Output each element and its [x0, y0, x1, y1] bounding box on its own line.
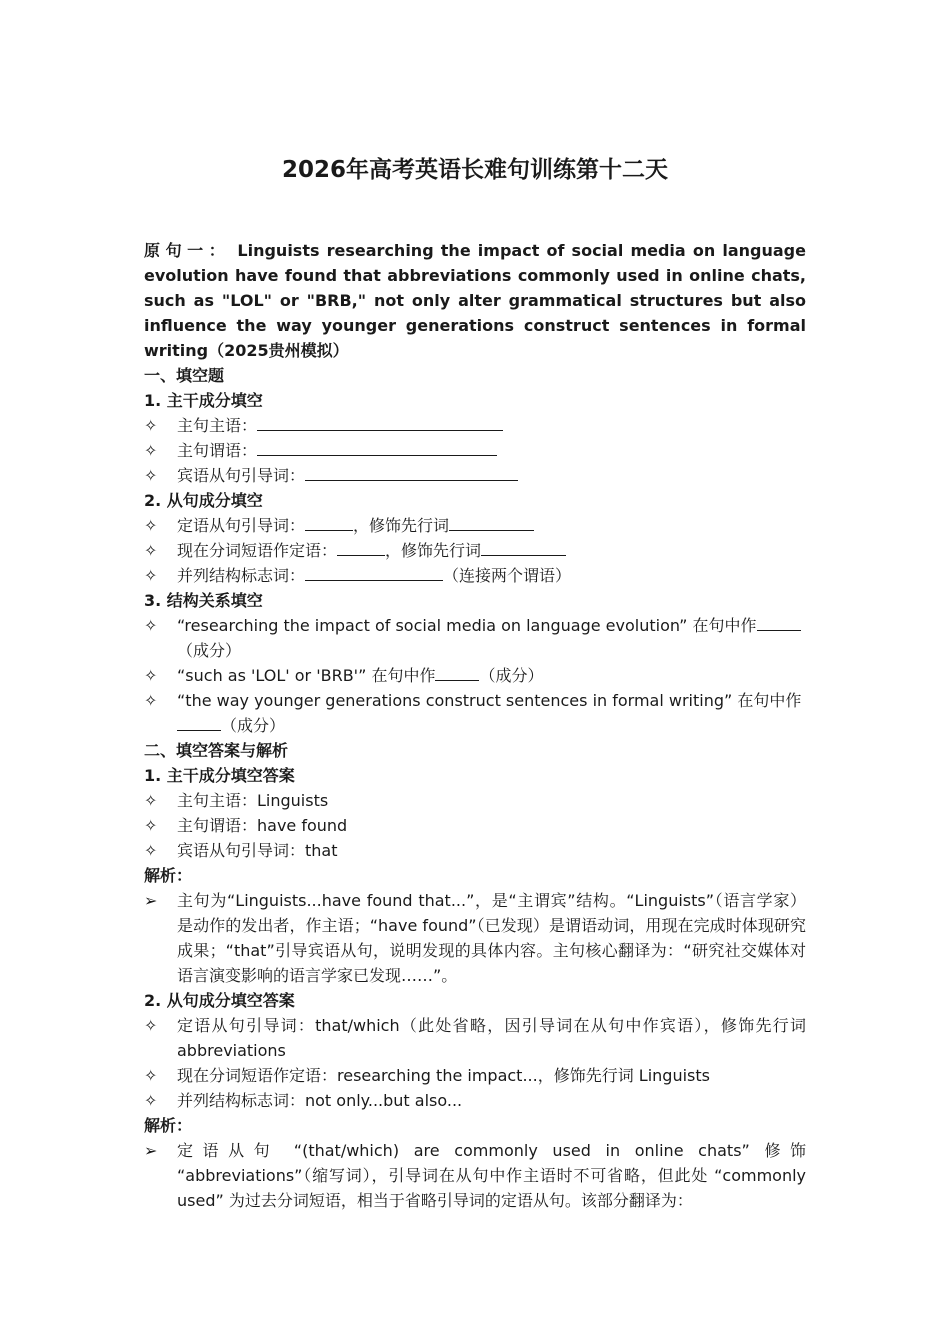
analysis-label: 解析： [144, 1116, 193, 1135]
list-item: ✧ 定语从句引导词： ，修饰先行词 [144, 513, 806, 538]
diamond-bullet-icon: ✧ [144, 1066, 158, 1085]
list-item: ✧ 主句主语：Linguists [144, 788, 806, 813]
list-item: ✧ 宾语从句引导词： [144, 463, 806, 488]
diamond-bullet-icon: ✧ [144, 666, 158, 685]
diamond-bullet-icon: ✧ [144, 691, 158, 710]
diamond-bullet-icon: ✧ [144, 541, 158, 560]
part2-heading: 二、填空答案与解析 [144, 741, 289, 760]
original-label: 原句一： [144, 241, 231, 260]
sentence-text: Linguists researching the impact of social media on language evolution have found that abbreviations commonly used in online chats, such as "LOL" or "BRB," not only alter grammatical structures but also influence the way younger generations construct sentences in formal writing [144, 241, 806, 360]
answer-blank[interactable] [257, 438, 297, 456]
original-sentence [144, 238, 806, 363]
list-item: ✧ 定语从句引导词：that/which（此处省略，因引导词在从句中作宾语），修饰先行词 abbreviations [144, 1013, 806, 1063]
document-body [144, 238, 806, 1213]
diamond-bullet-icon: ✧ [144, 791, 158, 810]
list-item: ✧ “the way younger generations construct sentences in formal writing” 在句中作（成分） [144, 688, 806, 738]
answer-blank[interactable] [257, 413, 297, 431]
answer-blank[interactable] [305, 563, 443, 581]
section-1-heading: 1. 主干成分填空 [144, 391, 263, 410]
sentence-source: （2025贵州模拟） [208, 341, 349, 360]
diamond-bullet-icon: ✧ [144, 1016, 158, 1035]
list-item: ✧ 并列结构标志词： （连接两个谓语） [144, 563, 806, 588]
answer-blank[interactable] [350, 463, 518, 481]
answer-blank[interactable] [497, 413, 503, 431]
answer-blank[interactable] [305, 513, 353, 531]
diamond-bullet-icon: ✧ [144, 841, 158, 860]
diamond-bullet-icon: ✧ [144, 416, 158, 435]
answer-blank[interactable] [449, 513, 534, 531]
list-item: ✧ “researching the impact of social media on language evolution” 在句中作（成分） [144, 613, 806, 663]
page-title: 2026年高考英语长难句训练第十二天 [281, 157, 668, 183]
answer-blank[interactable] [297, 413, 497, 431]
part1-heading: 一、填空题 [144, 366, 225, 385]
answer-blank[interactable] [757, 613, 801, 631]
answer-blank[interactable] [305, 463, 350, 481]
answer-blank[interactable] [297, 438, 497, 456]
answer-2-heading: 2. 从句成分填空答案 [144, 991, 295, 1010]
answer-blank[interactable] [435, 663, 479, 681]
diamond-bullet-icon: ✧ [144, 816, 158, 835]
section-3-heading: 3. 结构关系填空 [144, 591, 263, 610]
diamond-bullet-icon: ✧ [144, 566, 158, 585]
diamond-bullet-icon: ✧ [144, 441, 158, 460]
answer-blank[interactable] [337, 538, 385, 556]
list-item: ✧ 并列结构标志词：not only...but also... [144, 1088, 806, 1113]
analysis-item: ➢ 主句为“Linguists...have found that...”，是“主谓宾”结构。“Linguists”（语言学家）是动作的发出者，作主语；“have found”（已发现）是谓语动词，用现在完成时体现研究成果；“that”引导宾语从句，说明发现的具体内容。主句核心翻译为：“研究社交媒体对语言演变影响的语言学家已发现……”。 [144, 888, 806, 988]
answer-blank[interactable] [177, 713, 221, 731]
list-item: ✧ “such as 'LOL' or 'BRB'” 在句中作 （成分） [144, 663, 806, 688]
list-item: ✧ 主句主语： [144, 413, 806, 438]
list-item: ✧ 现在分词短语作定语：researching the impact...，修饰先行词 Linguists [144, 1063, 806, 1088]
diamond-bullet-icon: ✧ [144, 616, 158, 635]
answer-1-heading: 1. 主干成分填空答案 [144, 766, 295, 785]
section-2-heading: 2. 从句成分填空 [144, 491, 263, 510]
list-item: ✧ 宾语从句引导词：that [144, 838, 806, 863]
analysis-item: ➢ 定语从句 “(that/which) are commonly used in online chats” 修饰 “abbreviations”（缩写词），引导词在从句中作主语时不可省略，但此处 “commonly used” 为过去分词短语，相当于省略引导词的定语从句。该部分翻译为： [144, 1138, 806, 1213]
diamond-bullet-icon: ✧ [144, 1091, 158, 1110]
arrow-bullet-icon: ➢ [144, 1141, 158, 1160]
arrow-bullet-icon: ➢ [144, 891, 158, 910]
list-item: ✧ 现在分词短语作定语： ，修饰先行词 [144, 538, 806, 563]
diamond-bullet-icon: ✧ [144, 516, 158, 535]
diamond-bullet-icon: ✧ [144, 466, 158, 485]
list-item: ✧ 主句谓语： [144, 438, 806, 463]
analysis-label: 解析： [144, 866, 193, 885]
answer-blank[interactable] [481, 538, 566, 556]
list-item: ✧ 主句谓语：have found [144, 813, 806, 838]
